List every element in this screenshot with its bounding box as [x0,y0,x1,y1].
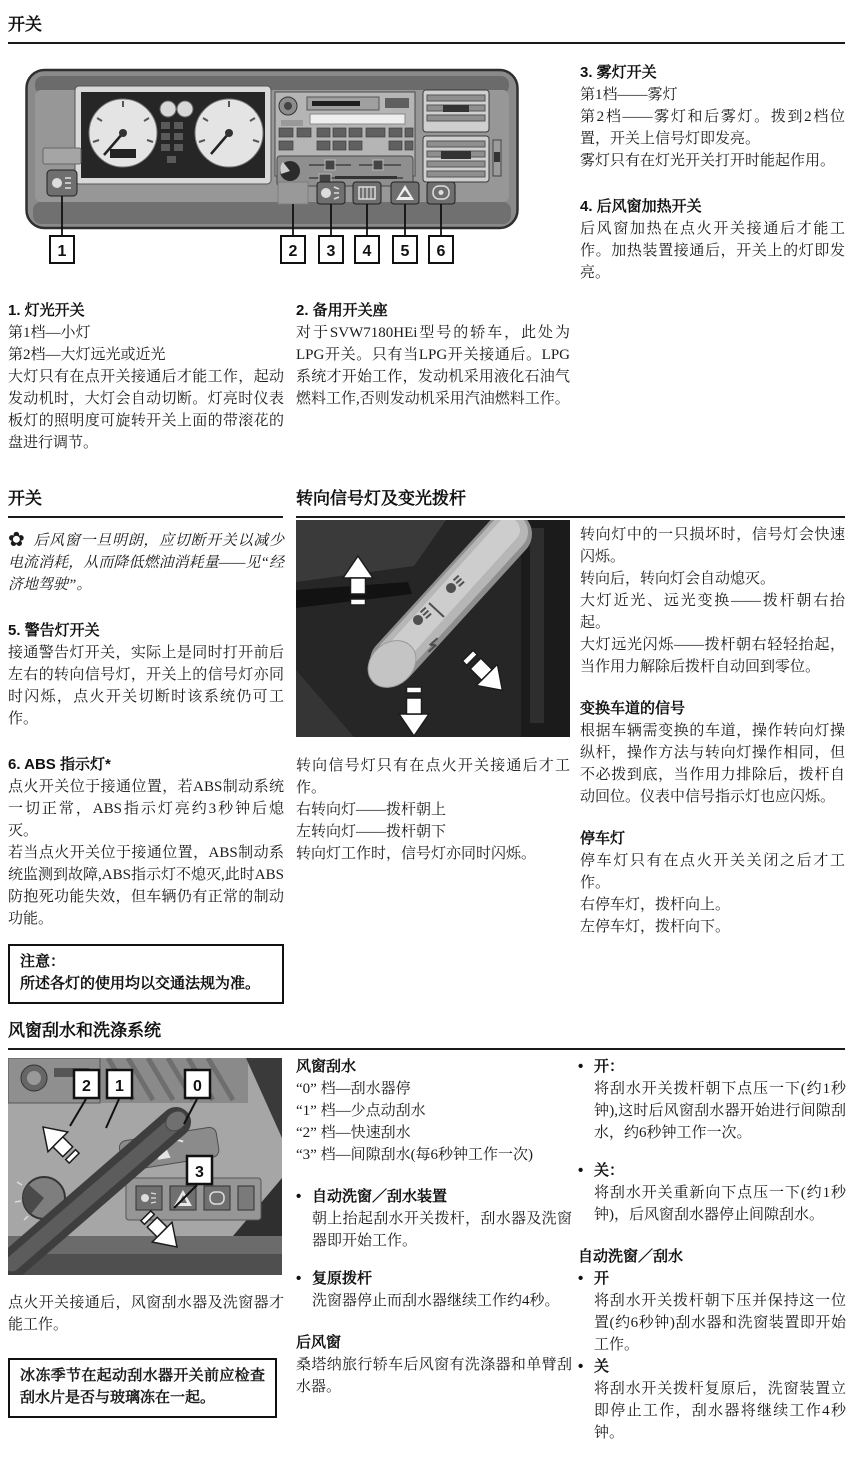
windshield-wiper-title: 风窗刮水 [296,1058,357,1075]
callout-4: 4 [362,243,372,260]
rear-heater-title: 4. 后风窗加热开关 [580,198,702,215]
light-switch-illustration [43,148,81,196]
wiper-gear-1: “1” 档—少点动刮水 [296,1103,426,1119]
auto-wash-off-title: 关 [594,1358,610,1375]
ice-warning-box [8,1358,277,1418]
turn-signal-rule [296,516,845,518]
rear-wiper-off-item [578,1160,846,1226]
turn-r2: 转向后，转向灯会自动熄灭。 [580,571,776,587]
switches-heading: 开关 [8,489,42,508]
abs-body-2: 若当点火开关位于接通位置，ABS制动系统监测到故障,ABS指示灯不熄灭,此时ABS防抱死功能失效，但车辆仍有正常的制动功能。 [8,845,284,927]
lane-change-title: 变换车道的信号 [580,700,686,717]
callout-5: 5 [400,243,410,260]
rear-wiper-off-body: 将刮水开关重新向下点压一下(约1秒钟)，后风窗刮水器停止间隙刮水。 [594,1185,846,1223]
turn-signal-lever-figure [296,520,570,737]
wiper-gear-2: “2” 档—快速刮水 [296,1125,411,1141]
page-title: 开关 [8,15,42,34]
rear-wiper-on-title: 开： [594,1058,625,1075]
wiper-left-column [8,1292,284,1418]
auto-wash-on-title: 开 [594,1270,610,1287]
callout-3: 3 [326,243,336,260]
switches-left-column [8,528,284,1004]
lane-change-body: 根据车辆需变换的车道，操作转向灯操纵杆，操作方法与转向灯操作相同，但不必拨到底，当作用力排除后，拨杆自动回位。仪表中信号指示灯也应闪烁。 [580,723,845,805]
switches-section-header [8,488,283,518]
parking-light-p2: 右停车灯，拨杆向上。 [580,897,731,913]
bullet-icon: • [296,1188,302,1205]
auto-wash-off-item [578,1356,846,1444]
bullet-icon: • [578,1358,584,1375]
spare-switch-body: 对于SVW7180HEi型号的轿车，此处为LPG开关。只有当LPG开关接通后。LPG系统才开始工作，发动机采用液化石油气燃料工作,否则发动机采用汽油燃料工作。 [296,325,570,407]
turn-p3: 左转向灯——拨杆朝下 [296,824,447,840]
wiper-callout-0: 0 [193,1078,202,1095]
auto-wash-on-item [578,1268,846,1356]
reset-lever-body: 洗窗器停止而刮水器继续工作约4秒。 [312,1293,560,1309]
light-line-2: 第2档—大灯远光或近光 [8,347,166,363]
top-section-header [8,14,845,44]
turn-r3: 大灯近光、远光变换——拨杆朝右抬起。 [580,593,845,631]
wiper-stalk-figure [8,1058,282,1275]
notice-body: 所述各灯的使用均以交通法规为准。 [20,975,261,992]
reset-lever-item [296,1268,572,1312]
rear-wiper-on-item [578,1056,846,1144]
callout-2: 2 [288,243,298,260]
turn-p1: 转向信号灯只有在点火开关接通后才工作。 [296,758,570,796]
rear-window-body: 桑塔纳旅行轿车后风窗有洗涤器和单臂刮水器。 [296,1357,572,1395]
wiper-gear-0: “0” 档—刮水器停 [296,1081,411,1097]
wiper-callout-1: 1 [115,1078,124,1095]
hazard-switch-title: 5. 警告灯开关 [8,622,100,639]
switch-row-illustration [278,182,455,204]
wiper-callout-2: 2 [82,1078,91,1095]
bullet-icon: • [578,1058,584,1075]
turn-r1: 转向灯中的一只损坏时，信号灯会快速闪烁。 [580,527,845,565]
turn-r4: 大灯远光闪烁——拨杆朝右轻轻抬起，当作用力解除后拨杆自动回到零位。 [580,637,845,675]
rear-heater-body: 后风窗加热在点火开关接通后才能工作。加热装置接通后，开关上的灯即发亮。 [580,221,845,281]
abs-indicator-title: 6. ABS 指示灯* [8,756,111,773]
turn-signal-mid-column [296,755,570,865]
turn-signal-right-column [580,524,845,938]
economy-note-text: 后风窗一旦明朗，应切断开关以减少电流消耗，从而降低燃油消耗量——见“经济地驾驶”。 [8,533,284,593]
economy-flower-icon: ✿ [8,529,26,551]
turn-p2: 右转向灯——拨杆朝上 [296,802,447,818]
economy-note [8,528,284,596]
abs-body-1: 点火开关位于接通位置，若ABS制动系统一切正常，ABS指示灯亮约3秒钟后熄灭。 [8,779,284,839]
callout-1: 1 [57,243,67,260]
bullet-icon: • [578,1270,584,1287]
rear-window-title: 后风窗 [296,1334,342,1351]
switches-rule [8,516,283,518]
spare-switch-title: 2. 备用开关座 [296,302,388,319]
wiper-gear-3: “3” 档—间隙刮水(每6秒钟工作一次) [296,1147,534,1163]
auto-wash-off-body: 将刮水开关拨杆复原后，洗窗装置立即停止工作，刮水器将继续工作4秒钟。 [594,1381,846,1441]
notice-title: 注意： [20,953,66,970]
fog-line-1: 第1档——雾灯 [580,87,678,103]
light-line-1: 第1档—小灯 [8,325,91,341]
rear-wiper-off-title: 关： [594,1162,625,1179]
light-body: 大灯只有在点开关接通后才能工作，起动发动机时，大灯会自动切断。灯亮时仪表板灯的照明度可旋转开关上面的带滚花的盘进行调节。 [8,369,284,451]
instrument-cluster-illustration [75,86,271,184]
auto-wash-wipe-body: 朝上抬起刮水开关拨杆，刮水器及洗窗器即开始工作。 [312,1211,572,1249]
light-switch-section [8,300,284,454]
spare-switch-section [296,300,570,410]
parking-light-title: 停车灯 [580,830,626,847]
bullet-icon: • [296,1270,302,1287]
bullet-icon: • [578,1162,584,1179]
dashboard-callouts [50,236,453,263]
parking-light-p1: 停车灯只有在点火开关关闭之后才工作。 [580,853,845,891]
wiper-section-header [8,1020,845,1050]
wiper-rule [8,1048,845,1050]
callout-6: 6 [436,243,446,260]
ice-warning-text: 冰冻季节在起动刮水器开关前应检查刮水片是否与玻璃冻在一起。 [20,1367,265,1406]
auto-wash-wipe-item [296,1186,572,1252]
rear-wiper-on-body: 将刮水开关拨杆朝下点压一下(约1秒钟),这时后风窗刮水器开始进行间隙刮水，约6秒钟工作一次。 [594,1081,846,1141]
wiper-callout-3: 3 [195,1164,204,1181]
fog-line-3: 雾灯只有在灯光开关打开时能起作用。 [580,153,836,169]
auto-wash-on-body: 将刮水开关拨杆朝下压并保持这一位置(约6秒钟)刮水器和洗窗装置即开始工作。 [594,1293,846,1353]
wiper-heading: 风窗刮水和洗涤系统 [8,1021,161,1040]
hazard-switch-body: 接通警告灯开关，实际上是同时打开前后左右的转向信号灯，开关上的信号灯亦同时闪烁，点火开关切断时该系统仍可工作。 [8,645,284,727]
auto-wash-title: 自动洗窗／刮水 [578,1248,684,1265]
turn-signal-section-header [296,488,845,518]
wiper-right-column [578,1056,846,1444]
radio-illustration [275,92,415,186]
fog-line-2: 第2档——雾灯和后雾灯。拨到2档位置，开关上信号灯即发亮。 [580,109,845,147]
fog-switch-section [580,62,845,284]
parking-light-p3: 左停车灯，拨杆向下。 [580,919,731,935]
reset-lever-title: 复原拨杆 [312,1270,373,1287]
turn-p4: 转向灯工作时，信号灯亦同时闪烁。 [296,846,537,862]
light-switch-title: 1. 灯光开关 [8,302,85,319]
top-rule [8,42,845,44]
dashboard-figure [25,64,530,266]
notice-box [8,944,284,1004]
turn-signal-heading: 转向信号灯及变光拨杆 [296,489,466,508]
auto-wash-wipe-title: 自动洗窗／刮水装置 [312,1188,448,1205]
fog-switch-title: 3. 雾灯开关 [580,64,657,81]
wiper-mid-column [296,1056,572,1398]
wiper-left-body: 点火开关接通后，风窗刮水器及洗窗器才能工作。 [8,1295,284,1333]
